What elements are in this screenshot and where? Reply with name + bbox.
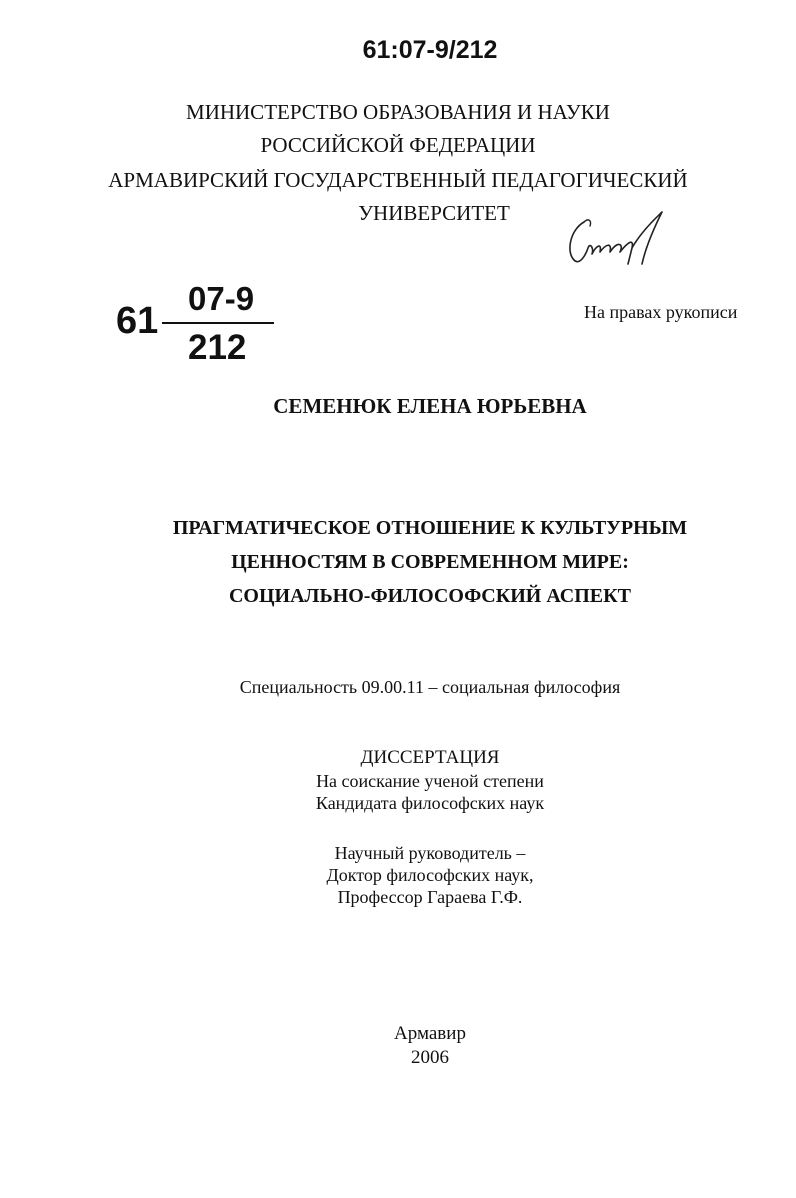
supervisor-line: Научный руководитель – (334, 843, 526, 863)
degree-line: Кандидата философских наук (315, 793, 545, 813)
place: Армавир (394, 1023, 466, 1044)
degree-line: На соискание ученой степени (316, 771, 544, 791)
title-line: СОЦИАЛЬНО-ФИЛОСОФСКИЙ АСПЕКТ (228, 585, 631, 607)
ministry-line-1: МИНИСТЕРСТВО ОБРАЗОВАНИЯ И НАУКИ (186, 100, 610, 124)
title-line: ЦЕННОСТЯМ В СОВРЕМЕННОМ МИРЕ: (231, 551, 629, 573)
year: 2006 (411, 1047, 449, 1068)
stamp-numerator: 07-9 (188, 280, 255, 317)
author-name: СЕМЕНЮК ЕЛЕНА ЮРЬЕВНА (273, 394, 587, 418)
stamp-fraction-bar (162, 322, 274, 324)
stamp-prefix: 61 (116, 300, 159, 342)
university-line-2: УНИВЕРСИТЕТ (358, 201, 510, 225)
manuscript-note: На правах рукописи (584, 302, 738, 322)
title-line: ПРАГМАТИЧЕСКОЕ ОТНОШЕНИЕ К КУЛЬТУРНЫМ (172, 517, 688, 539)
specialty-line: Специальность 09.00.11 – социальная философия (239, 677, 621, 697)
catalog-code: 61:07-9/212 (362, 36, 498, 64)
signature-icon (562, 208, 672, 270)
dissertation-type: ДИССЕРТАЦИЯ (360, 747, 500, 768)
supervisor-line: Профессор Гараева Г.Ф. (337, 887, 523, 907)
university-line-1: АРМАВИРСКИЙ ГОСУДАРСТВЕННЫЙ ПЕДАГОГИЧЕСКИЙ (108, 168, 688, 192)
ministry-line-2: РОССИЙСКОЙ ФЕДЕРАЦИИ (260, 133, 536, 157)
supervisor-line: Доктор философских наук, (326, 865, 534, 885)
stamp-denominator: 212 (188, 328, 247, 367)
